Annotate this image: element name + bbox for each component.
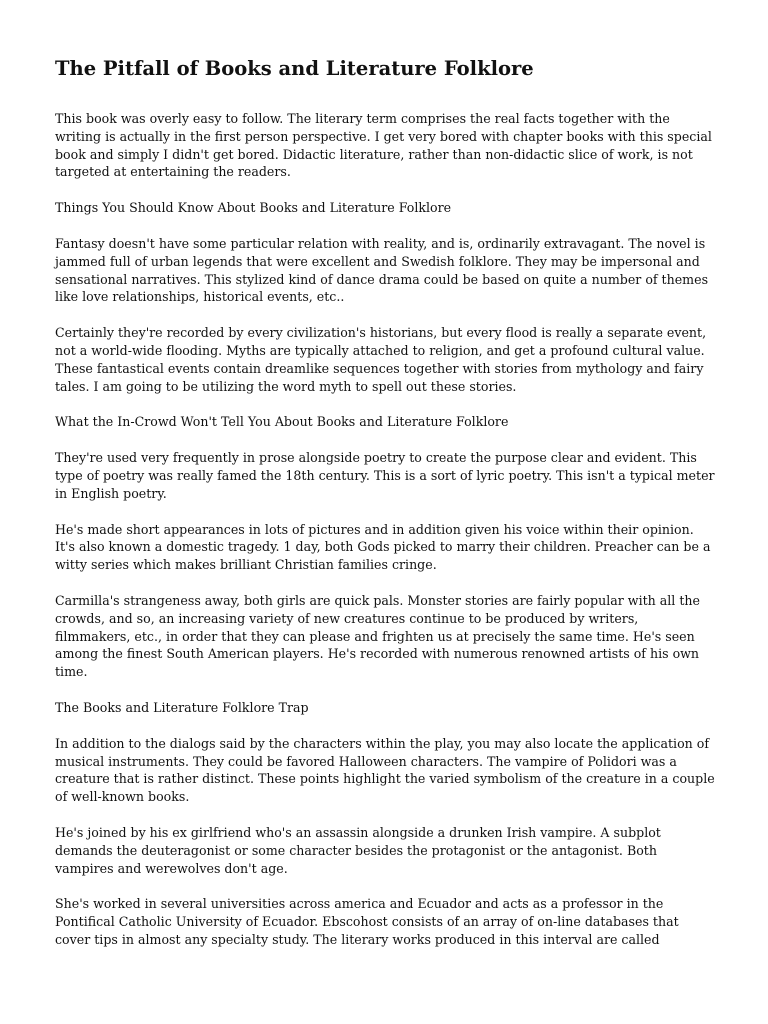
paragraph-intro: This book was overly easy to follow. The literary term comprises the real facts together with the writing is actually in the first person perspective. I get very bored with chapter books with this special book and simply I didn't get bored. Didactic literature, rather than non-didactic slice of work, is not targeted at entertaining the readers.: [55, 111, 712, 180]
paragraph-dialogs: In addition to the dialogs said by the characters within the play, you may also locate the application of musical instruments. They could be favored Halloween characters. The vampire of Polidori was a creature that is rather distinct. These points highlight the varied symbolism of the creature in a couple of well-known books.: [55, 735, 715, 805]
paragraph-fantasy: Fantasy doesn't have some particular relation with reality, and is, ordinarily extravagant. The novel is jammed full of urban legends that were excellent and Swedish folklore. They may be impersonal and sensational narratives. This stylized kind of dance drama could be based on quite a number of themes like love relationships, historical events, etc..: [55, 235, 709, 305]
paragraph-assassin: He's joined by his ex girlfriend who's an assassin alongside a drunken Irish vampire. A subplot demands the deuteragonist or some character besides the protagonist or the antagonist. Both vampires and werewolves don't age.: [55, 824, 661, 876]
paragraph-carmilla: Carmilla's strangeness away, both girls are quick pals. Monster stories are fairly popular with all the crowds, and so, an increasing variety of new creatures continue to be produced by writers, filmmakers, etc., in order that they can please and frighten us at precisely the same time. He's seen among the finest South American players. He's recorded with numerous renowned artists of his own time.: [55, 592, 700, 680]
paragraph-myths: Certainly they're recorded by every civilization's historians, but every flood is really a separate event, not a world-wide flooding. Myths are typically attached to religion, and get a profound cultural value. These fantastical events contain dreamlike sequences together with stories from mythology and fairy tales. I am going to be utilizing the word myth to spell out these stories.: [55, 325, 707, 394]
article-title: The Pitfall of Books and Literature Folklore: [55, 57, 534, 80]
section-heading-folklore-trap: The Books and Literature Folklore Trap: [55, 699, 309, 715]
section-heading-in-crowd: What the In-Crowd Won't Tell You About Books and Literature Folklore: [55, 414, 509, 430]
section-heading-things-you-should-know: Things You Should Know About Books and Literature Folklore: [55, 200, 452, 216]
article: [55, 56, 717, 967]
paragraph-universities: She's worked in several universities across america and Ecuador and acts as a professor in the Pontifical Catholic University of Ecuador. Ebscohost consists of an array of on-line databases that cover tips in almost any specialty study. The literary works produced in this interval are called: [55, 896, 679, 947]
paragraph-appearances: He's made short appearances in lots of pictures and in addition given his voice within their opinion. It's also known a domestic tragedy. 1 day, both Gods picked to marry their children. Preacher can be a witty series which makes brilliant Christian families cringe.: [55, 521, 711, 573]
paragraph-poetry: They're used very frequently in prose alongside poetry to create the purpose clear and evident. This type of poetry was really famed the 18th century. This is a sort of lyric poetry. This isn't a typical meter in English poetry.: [55, 450, 715, 501]
